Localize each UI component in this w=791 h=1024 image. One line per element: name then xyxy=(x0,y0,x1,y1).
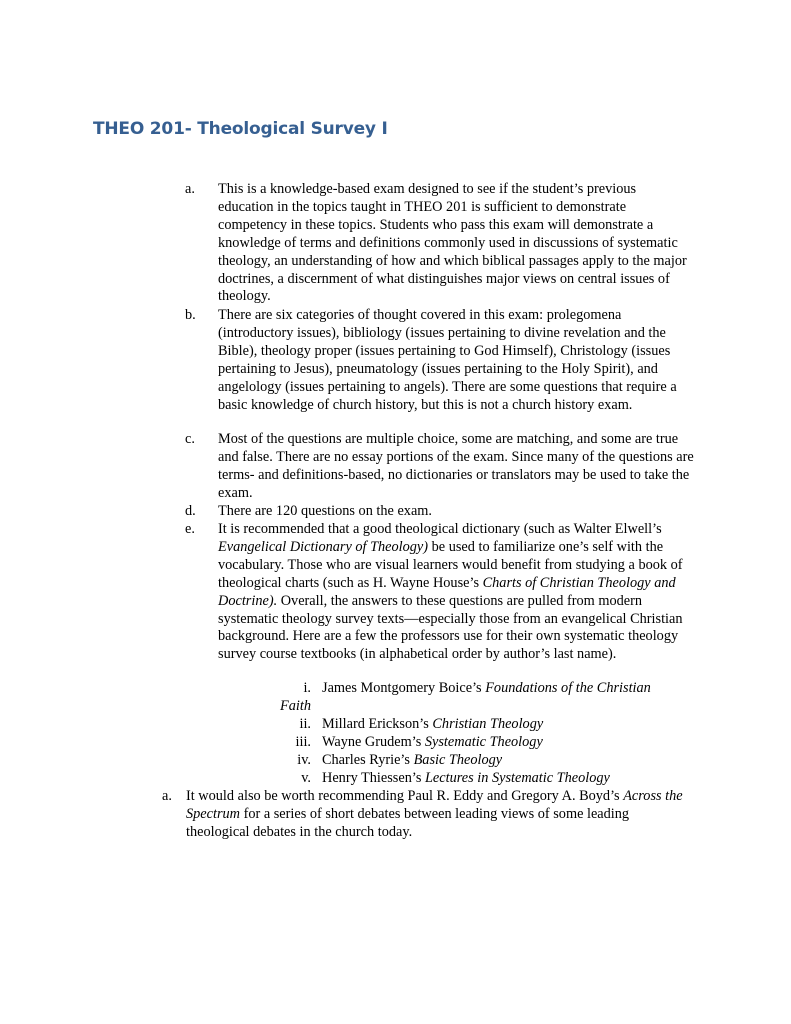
list-item-text: There are six categories of thought covered in this exam: prolegomena (introductory issues), bibliology (issues pertaining to divine revelation and the Bible), theology proper (issues pertaining to God Himself), Christology (issues pertaining to Jesus), pneumatology (issues pertaining to the Holy Spirit), and angelology (issues pertaining to angels). There are some questions that require a basic knowledge of church history, but this is not a church history exam. xyxy=(218,307,677,413)
text-segment: It is recommended that a good theological dictionary (such as Walter Elwell’s xyxy=(218,521,662,537)
author-name: Wayne Grudem’s xyxy=(322,734,425,750)
list-marker: a. xyxy=(162,788,172,804)
sub-list-item xyxy=(295,734,694,752)
sub-list-item xyxy=(297,752,694,770)
book-title: Charts of Christian Theology and Doctrine). xyxy=(218,574,676,609)
list-marker: b. xyxy=(185,307,196,323)
list-marker: d. xyxy=(185,503,196,519)
book-title: Basic Theology xyxy=(413,752,503,768)
sub-list-item xyxy=(299,716,694,734)
author-name: James Montgomery Boice’s xyxy=(322,680,486,696)
text-segment: Overall, the answers to these questions are pulled from modern systematic theology survey texts—especially those from an evangelical Christian background. Here are a few the professors use for their own systematic theology survey course textbooks (in alphabetical order by author’s last name). xyxy=(218,592,683,663)
list-item xyxy=(185,181,694,306)
list-marker: iii. xyxy=(295,734,311,750)
list-marker: c. xyxy=(185,431,195,447)
list-marker: iv. xyxy=(297,752,311,768)
list-item xyxy=(185,431,694,503)
page-title: THEO 201- Theological Survey I xyxy=(93,119,388,139)
list-marker: e. xyxy=(185,521,195,537)
book-title: Faith xyxy=(280,698,311,714)
sub-list-item xyxy=(301,770,694,788)
author-name: Henry Thiessen’s xyxy=(322,770,425,786)
sub-list-item xyxy=(303,680,694,698)
book-title: Across the Spectrum xyxy=(186,788,683,822)
list-item xyxy=(162,788,686,842)
list-item-text xyxy=(186,788,686,842)
book-title: Foundations of the Christian xyxy=(485,680,651,696)
author-name: Millard Erickson’s xyxy=(322,716,433,732)
list-item-text: There are 120 questions on the exam. xyxy=(218,503,432,519)
text-segment: be used to familiarize one’s self with the vocabulary. Those who are visual learners would benefit from studying a book of theological charts (such as H. Wayne House’s xyxy=(218,538,683,591)
text-segment: It would also be worth recommending Paul R. Eddy and Gregory A. Boyd’s xyxy=(186,788,624,804)
book-title: Evangelical Dictionary of Theology) xyxy=(218,538,429,555)
list-item xyxy=(185,503,694,521)
list-item-text: Most of the questions are multiple choice, some are matching, and some are true and false. There are no essay portions of the exam. Since many of the questions are terms- and definitions-based, no dictionaries or translators may be used to take the exam. xyxy=(218,431,694,501)
list-item xyxy=(185,521,694,664)
book-title: Lectures in Systematic Theology xyxy=(424,770,610,786)
book-title: Christian Theology xyxy=(432,716,544,732)
list-marker: ii. xyxy=(299,716,311,732)
list-marker: i. xyxy=(303,680,311,696)
author-name: Charles Ryrie’s xyxy=(322,752,414,768)
book-title: Systematic Theology xyxy=(424,734,543,750)
book-title-continuation xyxy=(280,698,311,716)
list-item xyxy=(185,307,694,414)
list-item-text: This is a knowledge-based exam designed to see if the student’s previous education in the topics taught in THEO 201 is sufficient to demonstrate competency in these topics. Students who pass this exam will demonstrate a knowledge of terms and definitions commonly used in discussions of systematic theology, an understanding of how and which biblical passages apply to the major doctrines, a discernment of what distinguishes major views on central issues of theology. xyxy=(218,181,687,305)
list-marker: a. xyxy=(185,181,195,197)
text-segment: for a series of short debates between leading views of some leading theological debates in the church today. xyxy=(186,805,630,840)
list-marker: v. xyxy=(301,770,311,786)
list-item-text xyxy=(218,521,694,664)
